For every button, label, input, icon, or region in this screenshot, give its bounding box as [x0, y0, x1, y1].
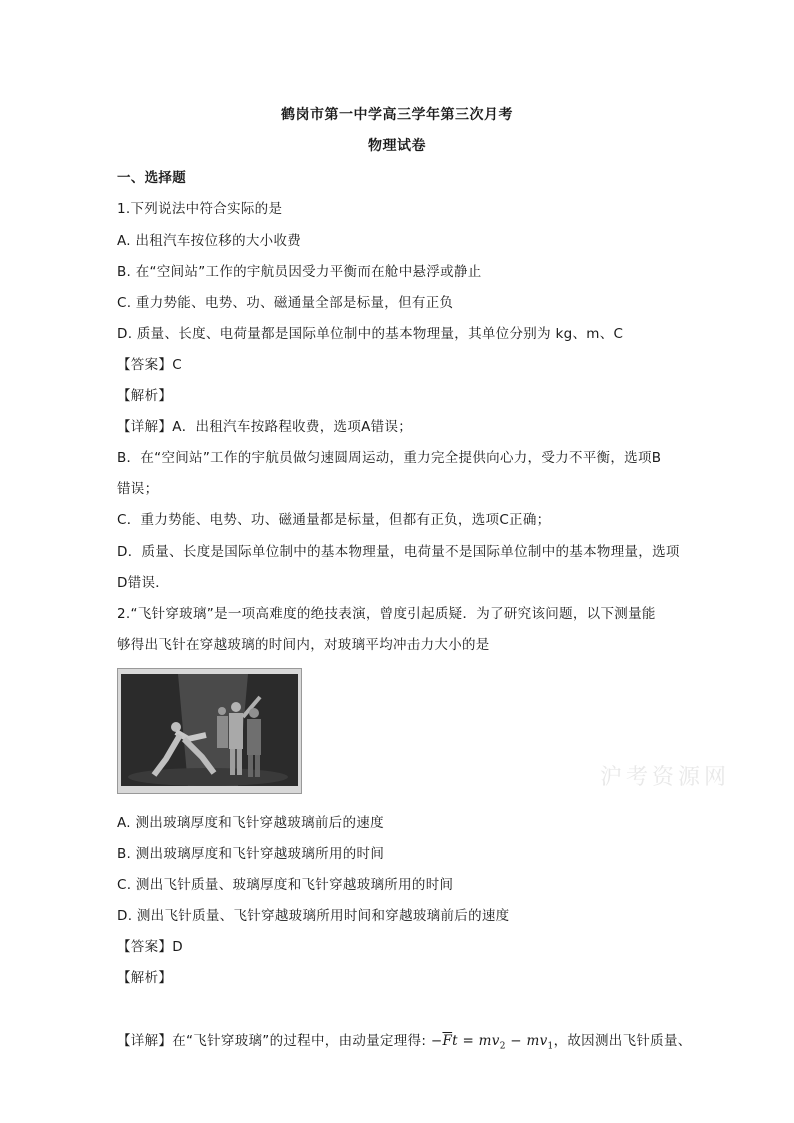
q1-detail-line: C．重力势能、电势、功、磁通量都是标量，但都有正负，选项C正确；: [117, 512, 551, 528]
q1-detail-line: D错误．: [117, 575, 170, 591]
q2-detail-suffix: ，故因测出飞针质量、: [553, 1033, 692, 1049]
q2-option-b: B. 测出玻璃厚度和飞针穿越玻璃所用的时间: [117, 846, 385, 862]
performance-photo: [117, 668, 302, 794]
watermark-text: 沪考资源网: [600, 765, 731, 790]
q1-option-a: A. 出租汽车按位移的大小收费: [117, 233, 302, 249]
exam-title: 鹤岗市第一中学高三学年第三次月考: [281, 107, 513, 123]
q1-detail-line: 【详解】A．出租汽车按路程收费，选项A错误；: [117, 419, 413, 435]
q2-detail-prefix: 【详解】在“飞针穿玻璃”的过程中，由动量定理得:: [117, 1033, 431, 1049]
q1-option-d: D. 质量、长度、电荷量都是国际单位制中的基本物理量，其单位分别为 kg、m、C: [117, 326, 624, 342]
q1-option-b: B. 在“空间站”工作的宇航员因受力平衡而在舱中悬浮或静止: [117, 264, 482, 280]
q1-detail-line: 错误；: [117, 481, 159, 497]
q1-stem: 1.下列说法中符合实际的是: [117, 201, 283, 217]
momentum-formula: $-\overline{F}t = mv_2 - mv_1$: [430, 1033, 554, 1052]
performance-photo-illustration: [118, 669, 301, 793]
q2-option-d: D. 测出飞针质量、飞针穿越玻璃所用时间和穿越玻璃前后的速度: [117, 908, 510, 924]
q1-detail-line: D．质量、长度是国际单位制中的基本物理量，电荷量不是国际单位制中的基本物理量，选项: [117, 544, 680, 560]
q2-detail-line: [117, 1029, 692, 1052]
q1-detail-line: B．在“空间站”工作的宇航员做匀速圆周运动，重力完全提供向心力，受力不平衡，选项B: [117, 450, 662, 466]
q2-option-a: A. 测出玻璃厚度和飞针穿越玻璃前后的速度: [117, 815, 384, 831]
q1-analysis-label: 【解析】: [117, 388, 173, 404]
q2-analysis-label: 【解析】: [117, 970, 173, 986]
q1-option-c: C. 重力势能、电势、功、磁通量全部是标量，但有正负: [117, 295, 454, 311]
q2-stem-line: 够得出飞针在穿越玻璃的时间内，对玻璃平均冲击力大小的是: [117, 637, 490, 653]
q2-stem-line: 2.“飞针穿玻璃”是一项高难度的绝技表演，曾度引起质疑．为了研究该问题，以下测量能: [117, 606, 656, 622]
q2-option-c: C. 测出飞针质量、玻璃厚度和飞针穿越玻璃所用的时间: [117, 877, 454, 893]
q1-answer: 【答案】C: [117, 357, 182, 373]
section-heading: 一、选择题: [117, 170, 186, 186]
q2-answer: 【答案】D: [117, 939, 183, 955]
exam-subtitle: 物理试卷: [368, 138, 426, 154]
